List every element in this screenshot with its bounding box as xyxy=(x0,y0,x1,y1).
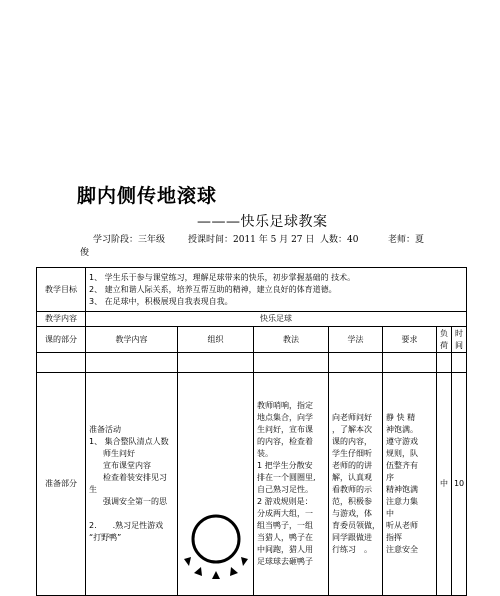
header-time: 时间 xyxy=(452,327,467,353)
content-row xyxy=(37,312,467,327)
document-title: 脚内侧传地滚球 xyxy=(77,185,218,207)
header-method-learn: 学法 xyxy=(329,327,383,353)
content-line: 2. .熟习足性游戏 xyxy=(89,521,164,530)
content-line: 生 xyxy=(89,485,97,494)
goal-item: 2、 建立和谐人际关系，培养互帮互助的精神，建立良好的体育道德。 xyxy=(89,284,337,294)
require-line: 神饱满。 xyxy=(386,425,418,434)
lesson-plan-table xyxy=(36,267,467,596)
require-line: 序 xyxy=(386,473,394,482)
learn-line: 课的内容， xyxy=(332,437,372,446)
require-line: 精神饱满 xyxy=(386,485,418,494)
header-content: 教学内容 xyxy=(86,327,178,353)
teach-line: 装。 xyxy=(257,449,273,458)
prep-learning-method xyxy=(329,373,383,596)
goal-list xyxy=(86,268,467,312)
learn-line: 老师的的讲 xyxy=(332,461,372,470)
info-count: 人数：40 xyxy=(320,235,359,245)
require-line: 伍整齐有 xyxy=(386,461,418,470)
content-line: 1、 集合整队清点人数 xyxy=(89,437,169,446)
teach-line: 分成两大组，一 xyxy=(257,509,313,518)
header-method-teach: 教法 xyxy=(254,327,329,353)
require-line: 指挥 xyxy=(386,533,402,542)
learn-line: ，了解本次 xyxy=(332,425,372,434)
teach-line: 1 把学生分散安 xyxy=(257,461,313,470)
learn-line: 解，认真观 xyxy=(332,473,372,482)
info-stage: 学习阶段：三年级 xyxy=(93,235,166,245)
header-require: 要求 xyxy=(383,327,437,353)
document-subtitle: ———快乐足球教案 xyxy=(197,214,328,230)
teach-line: 地点集合，向学 xyxy=(257,413,313,422)
header-row xyxy=(37,327,467,353)
goal-row xyxy=(37,268,467,312)
learn-line: 向老师问好 xyxy=(332,413,372,422)
info-teacher: 老师：夏 xyxy=(388,235,425,245)
info-time: 授课时间：2011 年 5 月 27 日 xyxy=(188,235,315,245)
prep-content xyxy=(86,373,178,596)
header-load: 负荷 xyxy=(437,327,452,353)
header-part: 课的部分 xyxy=(37,327,86,353)
header-org: 组织 xyxy=(178,327,254,353)
require-line: 听从老师 xyxy=(386,521,418,530)
prep-requirements xyxy=(383,373,437,596)
require-line: 注意力集 xyxy=(386,497,418,506)
teach-line: 教师哨响，指定 xyxy=(257,401,313,410)
teach-line: 当猎人，鸭子在 xyxy=(257,533,313,542)
learn-line: 同学跟做进 xyxy=(332,533,372,542)
content-line: 准备活动 xyxy=(89,425,121,434)
content-line: 宣布课堂内容 xyxy=(103,461,151,470)
learn-line: 看教师的示 xyxy=(332,485,372,494)
content-line: 师生问好 xyxy=(103,449,135,458)
teach-line: 的内容，检查着 xyxy=(257,437,313,446)
require-line: 中 xyxy=(386,509,394,518)
require-line: 规则，队 xyxy=(386,449,418,458)
goal-item: 1、 学生乐于参与课堂练习，理解足球带来的快乐，初步掌握基础的 技术。 xyxy=(89,272,356,282)
prep-part-label: 准备部分 xyxy=(37,373,86,596)
prep-row xyxy=(37,373,467,596)
teach-line: 排在一个圆圈里, xyxy=(257,473,316,482)
spacer-row xyxy=(37,353,467,373)
circle-formation-diagram xyxy=(181,449,250,529)
goal-item: 3、 在足球中，积极展现自我表现自我。 xyxy=(89,296,233,306)
prep-time: 10 xyxy=(452,373,467,596)
content-value: 快乐足球 xyxy=(86,312,467,327)
learn-line: 与游戏，体 xyxy=(332,509,372,518)
prep-teaching-method xyxy=(254,373,329,596)
goal-label: 教学目标 xyxy=(37,268,86,312)
require-line: 静 快 精 xyxy=(386,413,416,422)
teach-line: 组当鸭子，一组 xyxy=(257,521,313,530)
learn-line: 育委员领做， xyxy=(332,521,380,530)
teach-line: 中间跑，猎人用 xyxy=(257,545,313,554)
learn-line: 行练习 。 xyxy=(332,545,372,554)
content-label: 教学内容 xyxy=(37,312,86,327)
info-teacher-continued: 俊 xyxy=(80,248,90,258)
teach-line: 足球球去砸鸭子 xyxy=(257,557,313,566)
content-line xyxy=(89,508,174,520)
require-line: 遵守游戏 xyxy=(386,437,418,446)
content-line: “打野鸭” xyxy=(89,533,122,542)
require-line: 注意安全 xyxy=(386,545,418,554)
teach-line: 自己熟习足性。 xyxy=(257,485,313,494)
content-line: 检查着装安排见习 xyxy=(103,473,167,482)
prep-load: 中 xyxy=(437,373,452,596)
content-line: 强调安全第一的思 xyxy=(103,497,167,506)
teach-line: 2 游戏规则是： xyxy=(257,497,313,506)
learn-line: 范，积极参 xyxy=(332,497,372,506)
teach-line: 生问好，宣布课 xyxy=(257,425,313,434)
prep-organization xyxy=(178,373,254,596)
learn-line: 学生仔细听 xyxy=(332,449,372,458)
